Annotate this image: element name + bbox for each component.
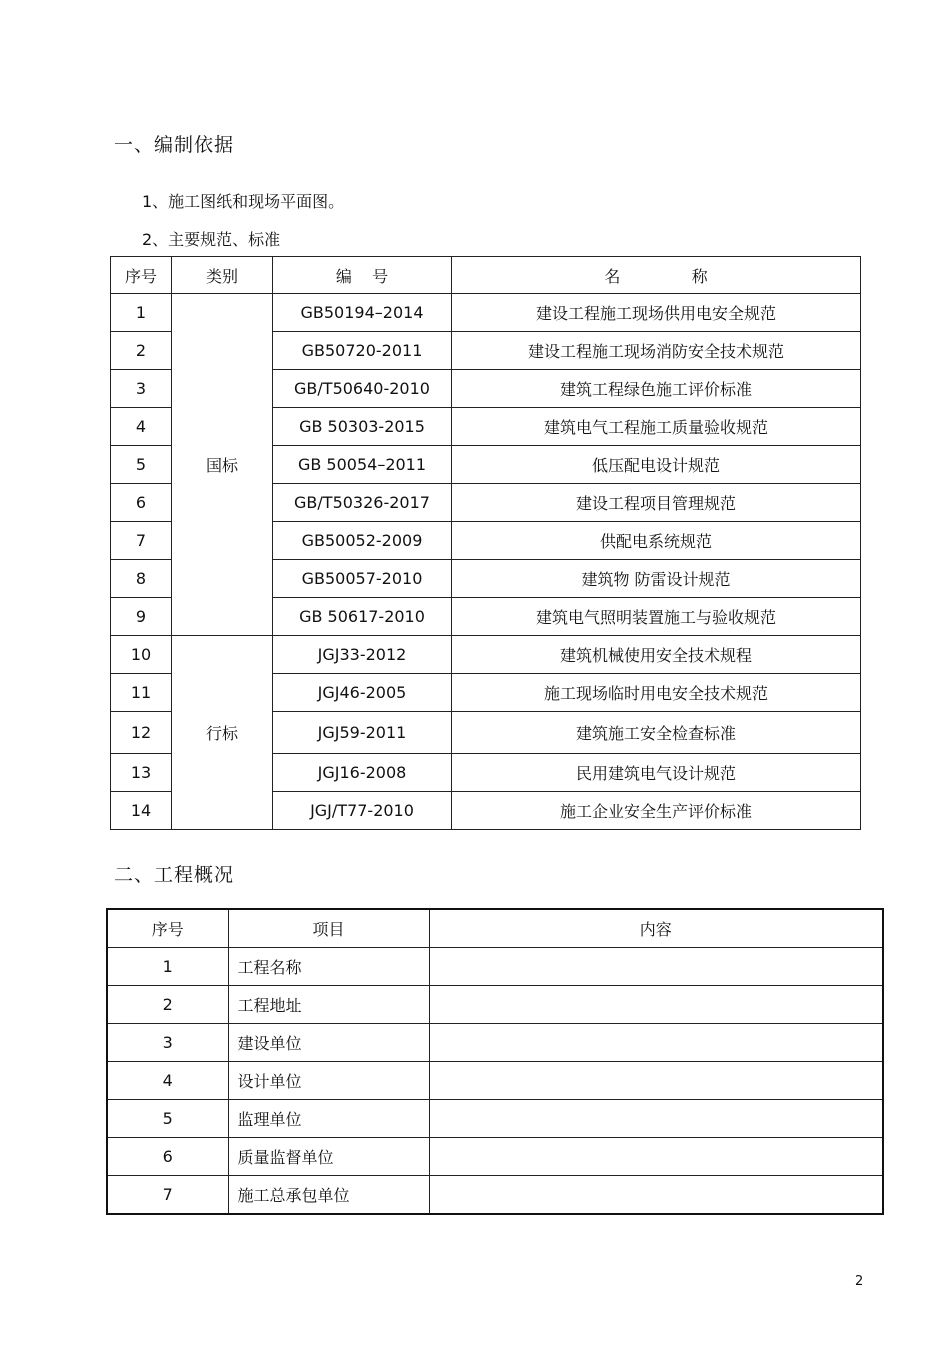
row-serial: 12 [111, 712, 172, 754]
row-code: JGJ46-2005 [273, 674, 452, 712]
row-code: JGJ59-2011 [273, 712, 452, 754]
project-overview-table [106, 908, 884, 1215]
row-name: 建设工程施工现场供用电安全规范 [452, 294, 861, 332]
section-1-item-2: 2、主要规范、标准 [142, 230, 281, 249]
row-serial: 1 [107, 948, 228, 986]
header-content: 内容 [429, 909, 883, 948]
row-name: 建筑机械使用安全技术规程 [452, 636, 861, 674]
row-code: GB50052-2009 [273, 522, 452, 560]
row-item: 监理单位 [228, 1100, 429, 1138]
header-serial: 序号 [107, 909, 228, 948]
row-name: 建筑电气照明装置施工与验收规范 [452, 598, 861, 636]
row-name: 施工企业安全生产评价标准 [452, 792, 861, 830]
row-name: 建设工程施工现场消防安全技术规范 [452, 332, 861, 370]
row-code: JGJ/T77-2010 [273, 792, 452, 830]
row-serial: 14 [111, 792, 172, 830]
row-serial: 7 [107, 1176, 228, 1215]
header-category: 类别 [172, 257, 273, 294]
row-serial: 11 [111, 674, 172, 712]
row-serial: 2 [111, 332, 172, 370]
row-serial: 5 [107, 1100, 228, 1138]
row-content [429, 948, 883, 986]
section-2-heading: 二、工程概况 [114, 864, 235, 886]
table-row [107, 1024, 883, 1062]
row-serial: 4 [107, 1062, 228, 1100]
row-serial: 4 [111, 408, 172, 446]
table-row [111, 294, 861, 332]
table-row [107, 948, 883, 986]
row-content [429, 1138, 883, 1176]
row-code: GB/T50326-2017 [273, 484, 452, 522]
category-cell: 行标 [172, 636, 273, 830]
row-serial: 13 [111, 754, 172, 792]
header-item: 项目 [228, 909, 429, 948]
row-content [429, 1062, 883, 1100]
row-serial: 3 [111, 370, 172, 408]
row-name: 供配电系统规范 [452, 522, 861, 560]
row-serial: 2 [107, 986, 228, 1024]
overview-table-header [107, 909, 883, 948]
row-item: 建设单位 [228, 1024, 429, 1062]
row-item: 施工总承包单位 [228, 1176, 429, 1215]
row-name: 民用建筑电气设计规范 [452, 754, 861, 792]
row-content [429, 1024, 883, 1062]
row-code: GB50194–2014 [273, 294, 452, 332]
table-row [111, 636, 861, 674]
table-row [107, 1138, 883, 1176]
table-row [107, 1176, 883, 1215]
row-name: 建设工程项目管理规范 [452, 484, 861, 522]
row-name: 建筑电气工程施工质量验收规范 [452, 408, 861, 446]
row-item: 设计单位 [228, 1062, 429, 1100]
standards-table [110, 256, 861, 830]
row-code: JGJ33-2012 [273, 636, 452, 674]
row-code: GB 50303-2015 [273, 408, 452, 446]
header-name: 名 称 [452, 257, 861, 294]
row-serial: 9 [111, 598, 172, 636]
row-name: 低压配电设计规范 [452, 446, 861, 484]
row-item: 质量监督单位 [228, 1138, 429, 1176]
row-name: 施工现场临时用电安全技术规范 [452, 674, 861, 712]
row-serial: 3 [107, 1024, 228, 1062]
row-code: GB 50054–2011 [273, 446, 452, 484]
row-code: GB 50617-2010 [273, 598, 452, 636]
row-content [429, 1100, 883, 1138]
row-serial: 7 [111, 522, 172, 560]
standards-table-header [111, 257, 861, 294]
row-serial: 10 [111, 636, 172, 674]
row-serial: 8 [111, 560, 172, 598]
row-code: JGJ16-2008 [273, 754, 452, 792]
table-row [107, 986, 883, 1024]
row-serial: 5 [111, 446, 172, 484]
table-row [107, 1100, 883, 1138]
row-code: GB50720-2011 [273, 332, 452, 370]
section-1-item-1: 1、施工图纸和现场平面图。 [142, 192, 345, 211]
row-content [429, 1176, 883, 1215]
row-name: 建筑工程绿色施工评价标准 [452, 370, 861, 408]
header-code: 编 号 [273, 257, 452, 294]
header-serial: 序号 [111, 257, 172, 294]
section-1-heading: 一、编制依据 [114, 134, 235, 156]
table-row [107, 1062, 883, 1100]
row-content [429, 986, 883, 1024]
category-cell: 国标 [172, 294, 273, 636]
row-code: GB/T50640-2010 [273, 370, 452, 408]
row-serial: 6 [111, 484, 172, 522]
row-name: 建筑物 防雷设计规范 [452, 560, 861, 598]
row-serial: 1 [111, 294, 172, 332]
page-number: 2 [855, 1274, 864, 1289]
row-item: 工程名称 [228, 948, 429, 986]
row-item: 工程地址 [228, 986, 429, 1024]
row-code: GB50057-2010 [273, 560, 452, 598]
row-name: 建筑施工安全检查标准 [452, 712, 861, 754]
row-serial: 6 [107, 1138, 228, 1176]
